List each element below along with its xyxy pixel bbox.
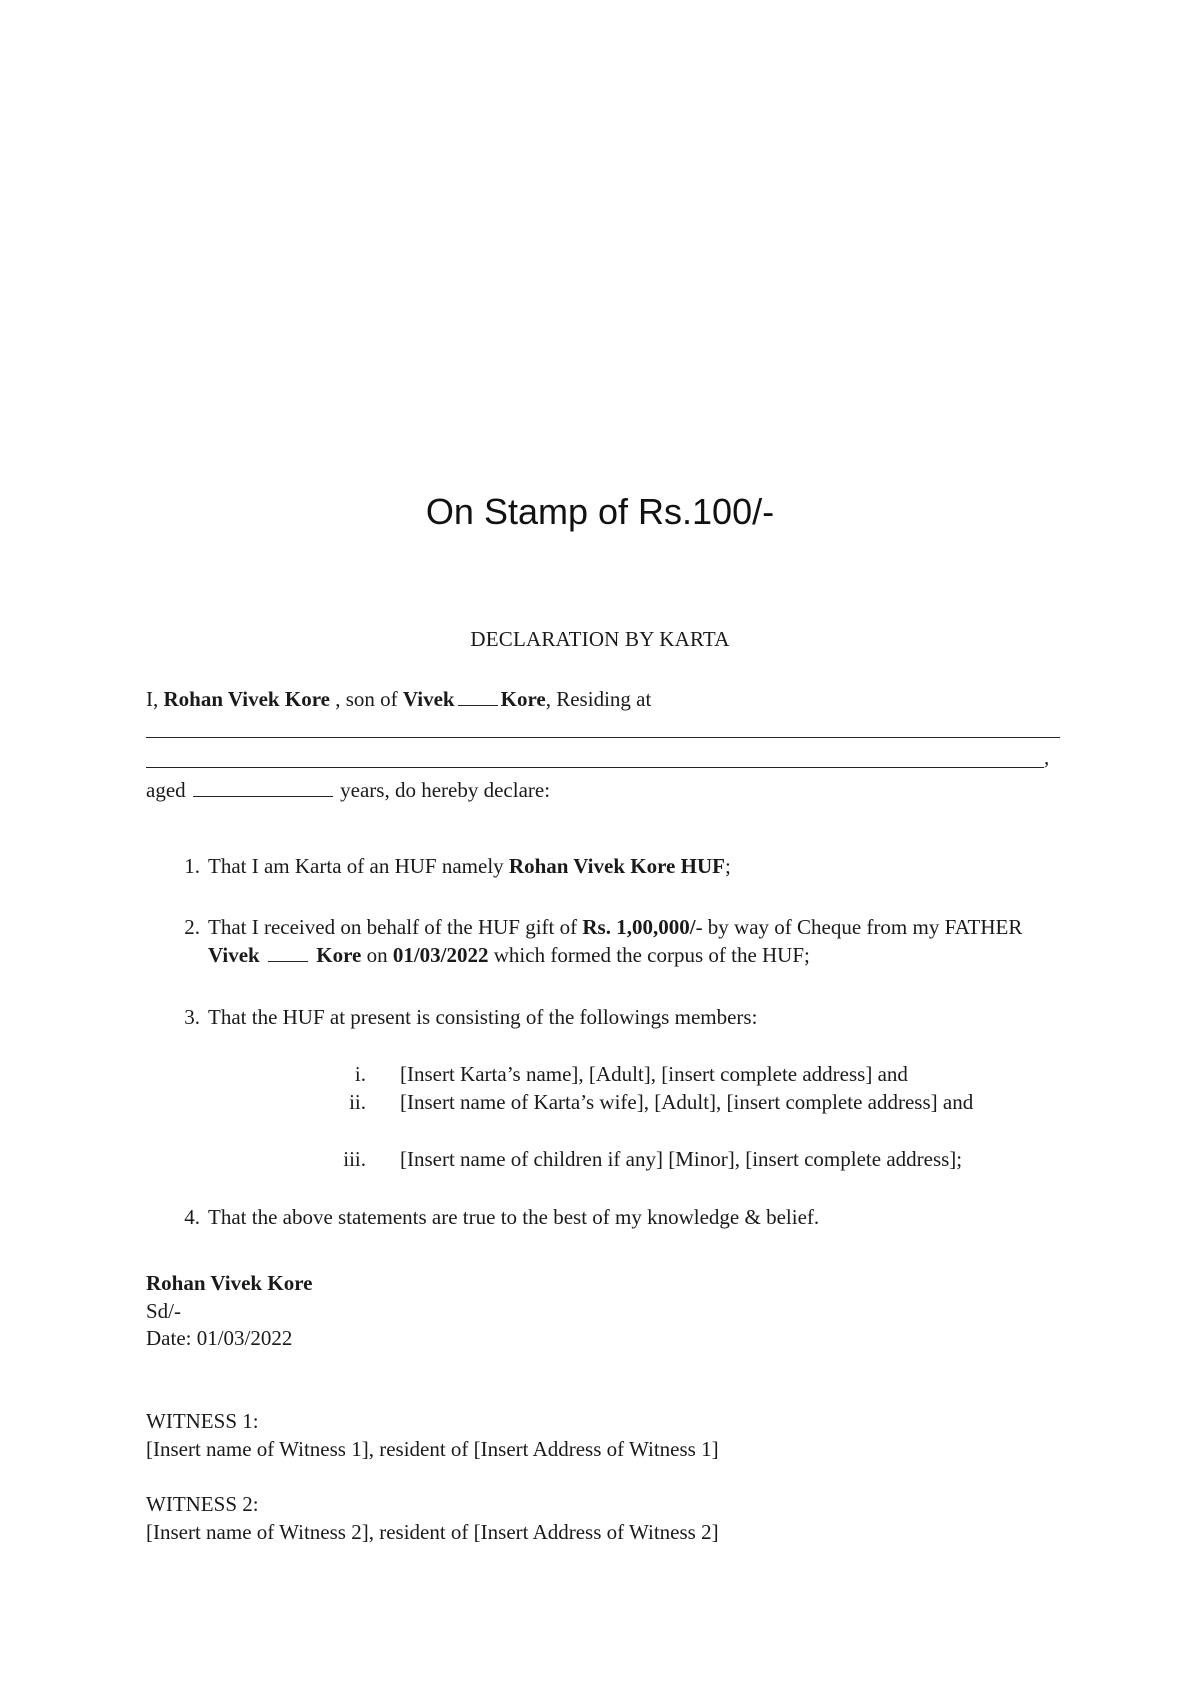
member-text: [Insert Karta’s name], [Adult], [insert complete address] and bbox=[400, 1062, 908, 1086]
age-blank bbox=[193, 776, 333, 797]
intro-son-of: , son of bbox=[329, 687, 403, 711]
aged-suffix: years, do hereby declare: bbox=[334, 778, 551, 802]
list-item-number: 2. bbox=[184, 915, 200, 939]
list-item-number: 3. bbox=[184, 1005, 200, 1029]
father-last-name: Kore bbox=[316, 943, 362, 967]
item-text-part: which formed the corpus of the HUF; bbox=[488, 943, 810, 967]
father-last-name: Kore bbox=[500, 687, 546, 711]
item-text-part: on bbox=[361, 943, 393, 967]
member-text: [Insert name of Karta’s wife], [Adult], [insert complete address] and bbox=[400, 1090, 974, 1114]
address-blank-line-2 bbox=[146, 767, 1044, 768]
intro-prefix: I, bbox=[146, 687, 164, 711]
list-item-number: 1. bbox=[184, 854, 200, 878]
father-first-name: Vivek bbox=[402, 687, 455, 711]
signature-sd: Sd/- bbox=[146, 1299, 182, 1323]
declaration-heading: DECLARATION BY KARTA bbox=[470, 627, 730, 651]
member-text: [Insert name of children if any] [Minor], [insert complete address]; bbox=[400, 1147, 963, 1171]
list-item-text bbox=[208, 852, 1054, 880]
item-text-part: That I received on behalf of the HUF gift of bbox=[208, 915, 583, 939]
item-text-part: - by way of Cheque from my FATHER bbox=[695, 915, 1023, 939]
address-blank-line-1 bbox=[146, 737, 1060, 738]
list-item-text: That the HUF at present is consisting of the followings members: bbox=[208, 1005, 758, 1029]
father-middle-blank bbox=[458, 685, 498, 706]
address-trailing-comma: , bbox=[1044, 745, 1050, 769]
list-item-number: 4. bbox=[184, 1205, 200, 1229]
list-item-text: That the above statements are true to the best of my knowledge & belief. bbox=[208, 1205, 820, 1229]
stamp-title: On Stamp of Rs.100/- bbox=[425, 491, 775, 532]
aged-line bbox=[146, 776, 550, 804]
signatory-name: Rohan Vivek Kore bbox=[146, 1271, 313, 1295]
intro-line bbox=[146, 685, 1066, 713]
witness-1-label: WITNESS 1: bbox=[146, 1409, 259, 1433]
gift-date: 01/03/2022 bbox=[392, 943, 489, 967]
aged-prefix: aged bbox=[146, 778, 191, 802]
witness-2-label: WITNESS 2: bbox=[146, 1492, 259, 1516]
item-text-part: That I am Karta of an HUF namely bbox=[208, 854, 509, 878]
member-numeral: iii. bbox=[343, 1147, 366, 1171]
gift-amount: Rs. 1,00,000/ bbox=[582, 915, 696, 939]
father-middle-blank bbox=[268, 941, 308, 962]
item-text-part: ; bbox=[724, 854, 731, 878]
witness-2-text: [Insert name of Witness 2], resident of [Insert Address of Witness 2] bbox=[146, 1520, 719, 1544]
declarant-name: Rohan Vivek Kore bbox=[163, 687, 330, 711]
intro-residing: , Residing at bbox=[545, 687, 652, 711]
witness-1-text: [Insert name of Witness 1], resident of [Insert Address of Witness 1] bbox=[146, 1437, 719, 1461]
member-numeral: ii. bbox=[349, 1090, 366, 1114]
huf-name: Rohan Vivek Kore HUF bbox=[508, 854, 725, 878]
member-numeral: i. bbox=[354, 1062, 366, 1086]
father-first-name: Vivek bbox=[208, 943, 260, 967]
signature-date: Date: 01/03/2022 bbox=[146, 1326, 293, 1350]
list-item-text bbox=[208, 913, 1054, 969]
